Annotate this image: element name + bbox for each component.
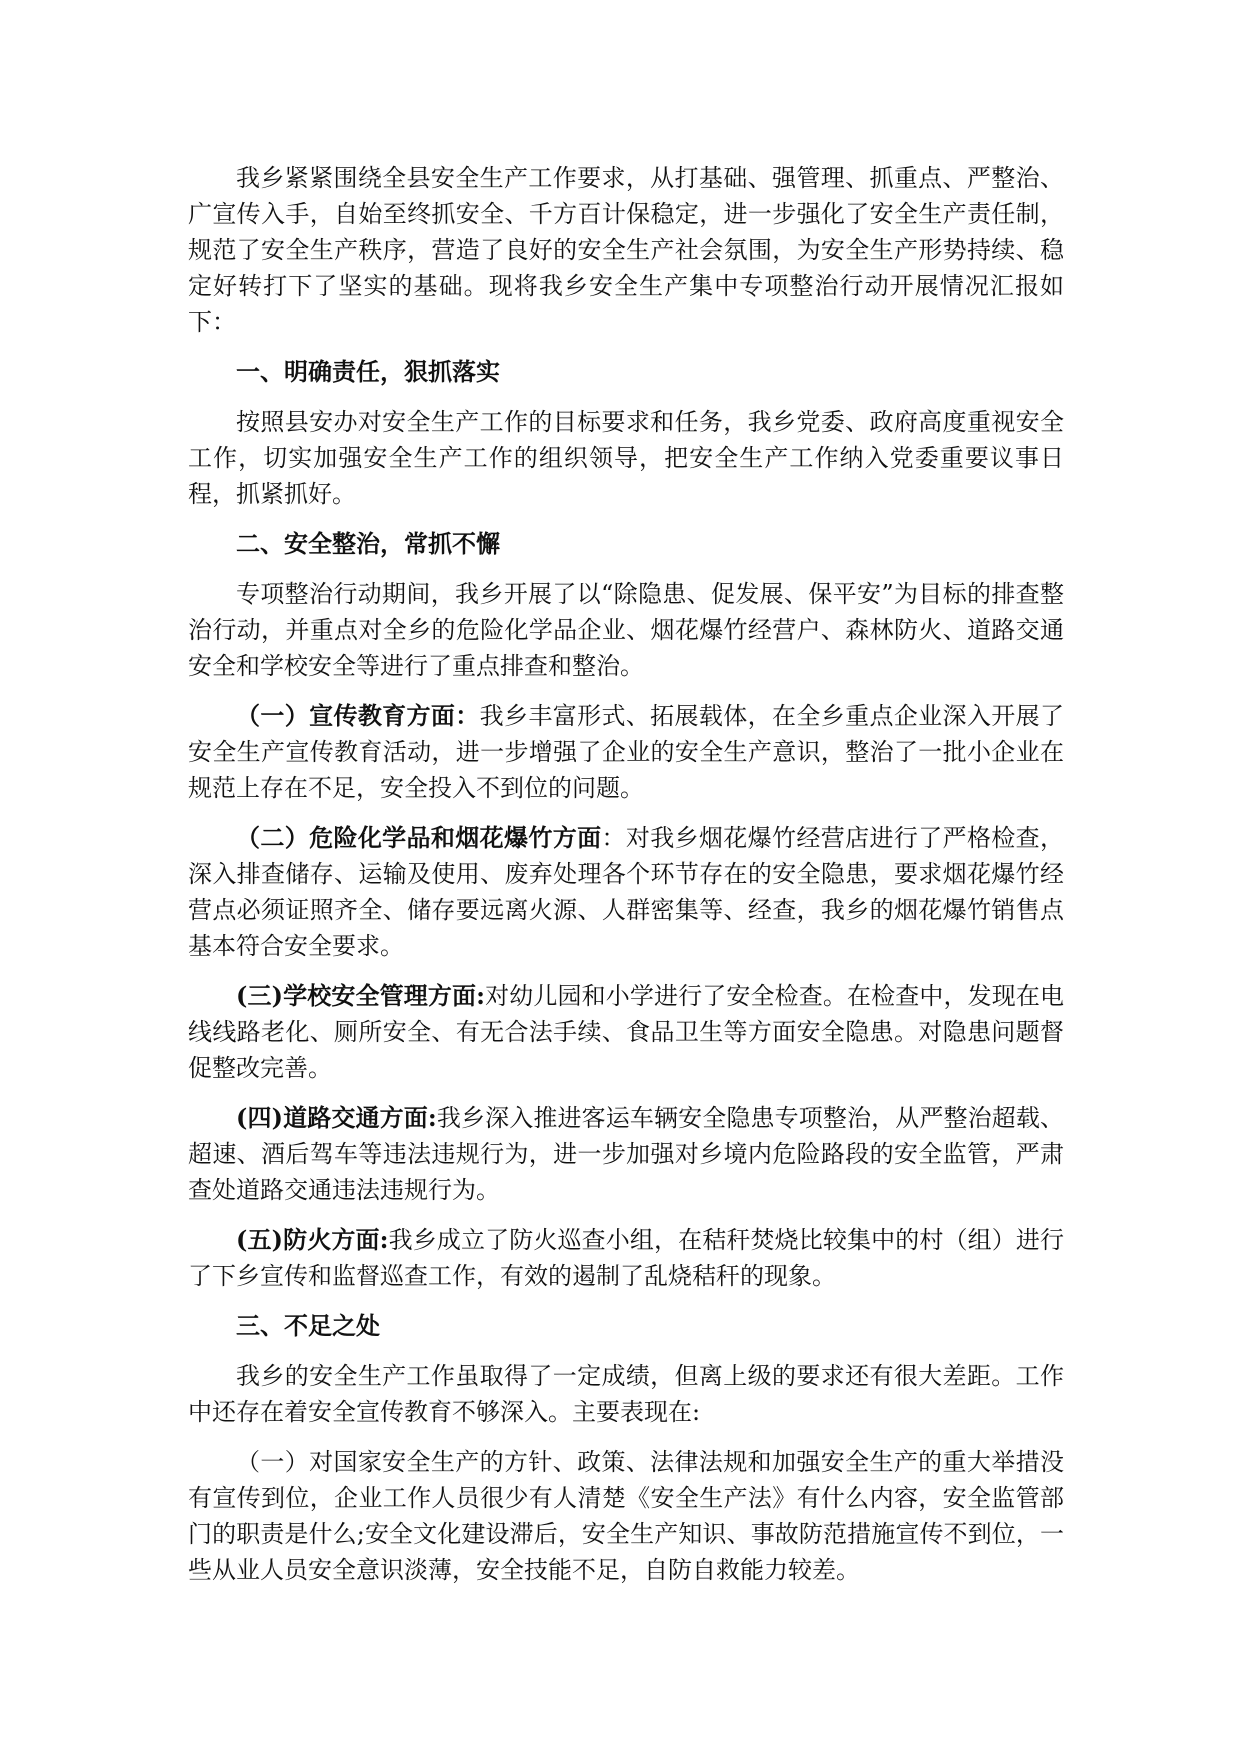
item-3-text: 对幼儿园和小学进行了安全检查。在检查中，发现在电线线路老化、厕所安全、有无合法手续、食品卫生等方面安全隐患。对隐患问题督促整改完善。: [188, 982, 1064, 1082]
section-2-item-3: [188, 978, 1064, 1086]
section-2-item-4: [188, 1100, 1064, 1208]
section-3-body: 我乡的安全生产工作虽取得了一定成绩，但离上级的要求还有很大差距。工作中还存在着安全宣传教育不够深入。主要表现在:: [188, 1362, 1064, 1426]
intro-paragraph: 我乡紧紧围绕全县安全生产工作要求，从打基础、强管理、抓重点、严整治、广宣传入手，自始至终抓安全、千方百计保稳定，进一步强化了安全生产责任制，规范了安全生产秩序，营造了良好的安全生产社会氛围，为安全生产形势持续、稳定好转打下了坚实的基础。现将我乡安全生产集中专项整治行动开展情况汇报如下：: [188, 164, 1064, 336]
item-4-text: 我乡深入推进客运车辆安全隐患专项整治，从严整治超载、超速、酒后驾车等违法违规行为，进一步加强对乡境内危险路段的安全监管，严肃查处道路交通违法违规行为。: [188, 1104, 1065, 1204]
section-3-item-1: （一）对国家安全生产的方针、政策、法律法规和加强安全生产的重大举措没有宣传到位，企业工作人员很少有人清楚《安全生产法》有什么内容，安全监管部门的职责是什么;安全文化建设滞后，安全生产知识、事故防范措施宣传不到位，一些从业人员安全意识淡薄，安全技能不足，自防自救能力较差。: [188, 1448, 1064, 1584]
section-1-heading: 一、明确责任，狠抓落实: [236, 357, 500, 386]
section-3-heading: 三、不足之处: [236, 1311, 380, 1340]
item-1-title: （一）宣传教育方面：: [236, 701, 480, 730]
section-2-heading: 二、安全整治，常抓不懈: [236, 529, 500, 558]
section-2-item-1: [188, 698, 1064, 806]
item-5-text: 我乡成立了防火巡查小组，在秸秆焚烧比较集中的村（组）进行了下乡宣传和监督巡查工作，有效的遏制了乱烧秸秆的现象。: [188, 1226, 1065, 1290]
item-5-title: (五)防火方面:: [236, 1225, 389, 1254]
item-2-text: ：对我乡烟花爆竹经营店进行了严格检查，深入排查储存、运输及使用、废弃处理各个环节存在的安全隐患，要求烟花爆竹经营点必须证照齐全、储存要远离火源、人群密集等、经查，我乡的烟花爆竹销售点基本符合安全要求。: [188, 824, 1065, 960]
item-1-text: 我乡丰富形式、拓展载体，在全乡重点企业深入开展了安全生产宣传教育活动，进一步增强了企业的安全生产意识，整治了一批小企业在规范上存在不足，安全投入不到位的问题。: [188, 702, 1065, 802]
document-page: [188, 160, 1064, 1602]
item-3-title: (三)学校安全管理方面:: [236, 981, 485, 1010]
section-2-body: 专项整治行动期间，我乡开展了以“除隐患、促发展、保平安”为目标的排查整治行动，并重点对全乡的危险化学品企业、烟花爆竹经营户、森林防火、道路交通安全和学校安全等进行了重点排查和整治。: [188, 580, 1064, 680]
item-2-title: （二）危险化学品和烟花爆竹方面: [236, 823, 602, 852]
item-4-title: (四)道路交通方面:: [236, 1103, 437, 1132]
section-2-item-2: [188, 820, 1064, 964]
section-1-body: 按照县安办对安全生产工作的目标要求和任务，我乡党委、政府高度重视安全工作，切实加强安全生产工作的组织领导，把安全生产工作纳入党委重要议事日程，抓紧抓好。: [188, 408, 1064, 508]
section-2-item-5: [188, 1222, 1064, 1294]
